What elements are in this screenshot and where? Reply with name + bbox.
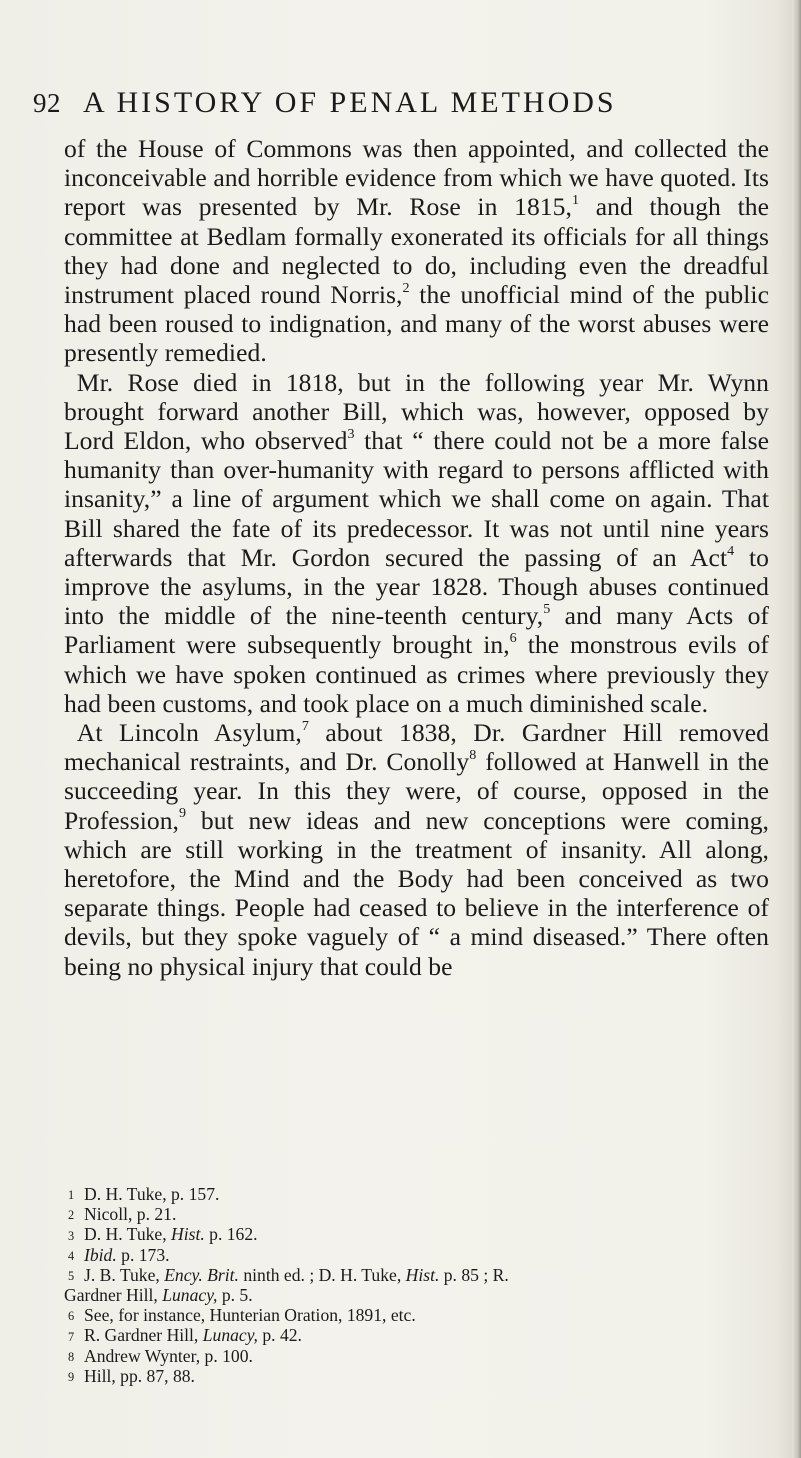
paragraph-2: Mr. Rose died in 1818, but in the following year Mr. Wynn brought forward another Bill, which was, however, opposed by Lord Eldon, who observed$^3$ that “ there could not be a more false humanity than over-humanity with regard to persons afflicted with insanity,” a line of argument which we shall come on again. That Bill shared the fate of its predecessor. It was not until nine years afterwards that Mr. Gordon secured the passing of an Act$^4$ to improve the asylums, in the year 1828. Though abuses continued into the middle of the nine-teenth century,$^5$ and many Acts of Parliament were subsequently brought in,$^6$ the monstrous evils of which we have spoken continued as crimes where previously they had been customs, and took place on a much diminished scale. (64, 367, 769, 718)
running-head: A HISTORY OF PENAL METHODS (83, 86, 617, 119)
paragraph-1: of the House of Commons was then appointed, and collected the inconceivable and horrible evidence from which we have quoted. Its report was presented by Mr. Rose in 1815,$^1$ and though the committee at Bedlam formally exonerated its officials for all things they had done and neglected to do, including even the dreadful instrument placed round Norris,$^2$ the unofficial mind of the public had been roused to indignation, and many of the worst abuses were presently remedied. (64, 134, 769, 368)
footnote-number: 1 (68, 1188, 75, 1203)
page-number: 92 (33, 88, 61, 118)
footnote-ref-8: 8 (469, 746, 477, 763)
footnote-ref-1: 1 (571, 192, 580, 209)
footnote-2: 2 Nicoll, p. 21. (68, 1204, 177, 1225)
footnote-ref-4: 4 (727, 542, 735, 559)
footnote-ref-7: 7 (301, 717, 309, 734)
footnote-1: 1 D. H. Tuke, p. 157. (68, 1184, 220, 1204)
footnote-7: 7 R. Gardner Hill, Lunacy, p. 42. (68, 1325, 302, 1346)
footnote-3: 3 D. H. Tuke, Hist. p. 162. (68, 1224, 258, 1245)
footnote-5: 5 J. B. Tuke, Ency. Brit. ninth ed. ; D. H. Tuke, Hist. p. 85 ; R. (68, 1264, 509, 1285)
footnotes (64, 1184, 769, 1386)
footnote-ref-3: 3 (347, 425, 355, 442)
page-header (33, 86, 773, 126)
footnote-4: 4 Ibid. p. 173. (68, 1244, 170, 1265)
footnote-number: 9 (68, 1370, 75, 1385)
footnote-ref-6: 6 (509, 630, 517, 647)
footnote-number: 7 (68, 1329, 75, 1344)
footnote-ref-2: 2 (402, 279, 410, 296)
footnote-6: 6 See, for instance, Hunterian Oration, 1891, etc. (68, 1305, 416, 1326)
footnote-number: 2 (68, 1208, 75, 1223)
footnote-9: 9 Hill, pp. 87, 88. (68, 1365, 195, 1386)
footnote-5-continuation: Gardner Hill, Lunacy, p. 5. (64, 1285, 253, 1306)
footnote-number: 4 (68, 1248, 75, 1263)
footnote-8: 8 Andrew Wynter, p. 100. (68, 1345, 253, 1366)
body-text (64, 134, 769, 981)
footnote-ref-5: 5 (543, 600, 551, 617)
paragraph-3: At Lincoln Asylum,$^7$ about 1838, Dr. Gardner Hill removed mechanical restraints, and Dr. Conolly$^8$ followed at Hanwell in the succeeding year. In this they were, of course, opposed in the Profession,$^9$ but new ideas and new conceptions were coming, which are still working in the treatment of insanity. All along, heretofore, the Mind and the Body had been conceived as two separate things. People had ceased to believe in the interference of devils, but they spoke vaguely of “ a mind diseased.” There often being no physical injury that could be (64, 717, 770, 981)
footnote-number: 8 (68, 1349, 75, 1364)
footnote-number: 3 (68, 1228, 75, 1243)
footnote-ref-9: 9 (179, 805, 187, 822)
footnote-number: 5 (68, 1269, 75, 1284)
page-edge-shadow (792, 0, 801, 1458)
footnote-number: 6 (68, 1309, 75, 1324)
